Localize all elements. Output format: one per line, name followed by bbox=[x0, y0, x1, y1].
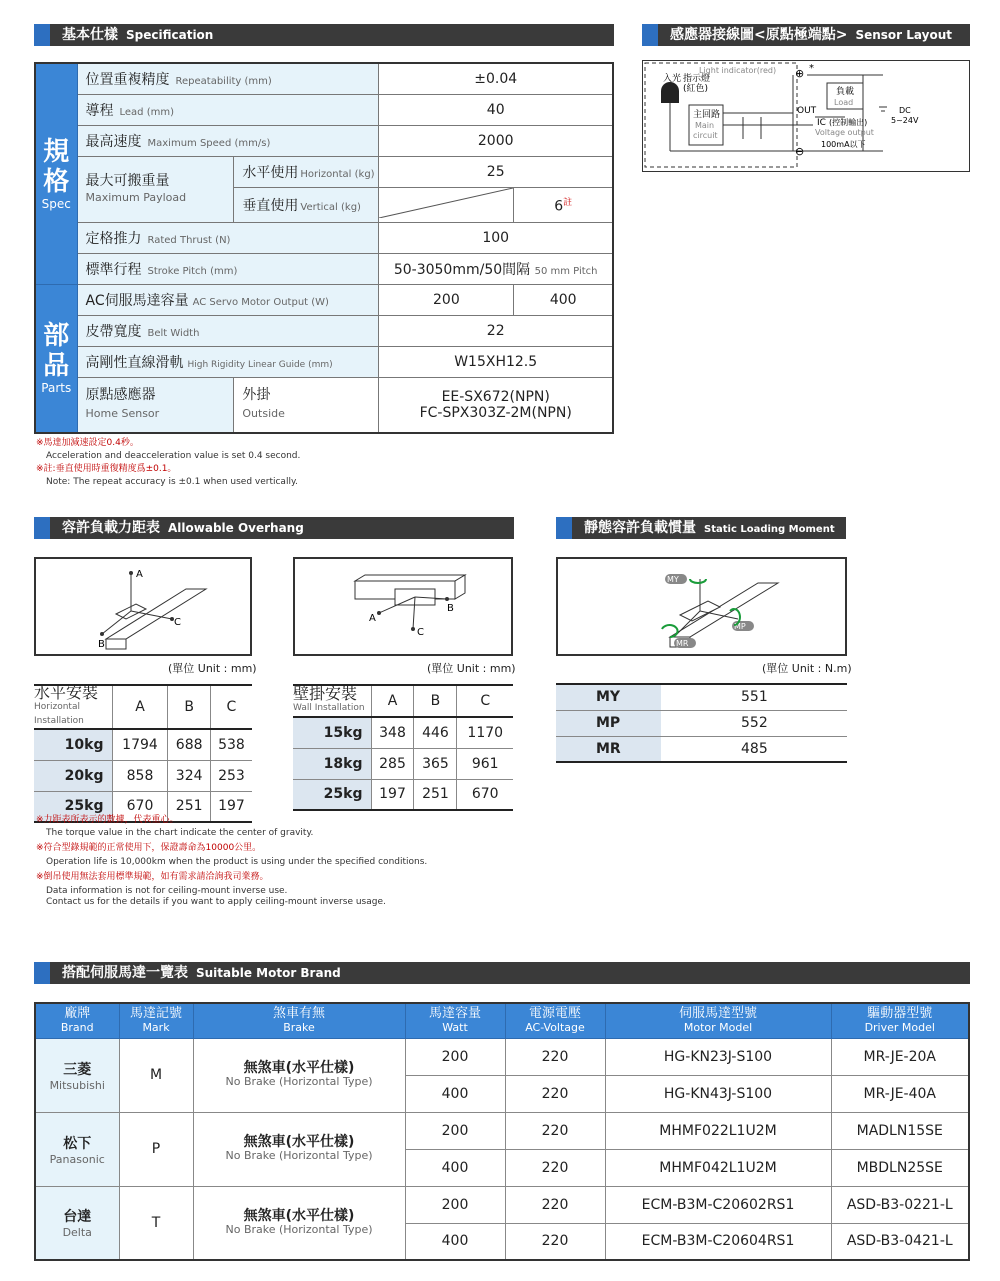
svg-text:IC: IC bbox=[817, 118, 826, 128]
parts-group-label: 部 品 Parts bbox=[35, 284, 77, 433]
svg-text:⊕: ⊕ bbox=[795, 67, 805, 80]
moment-table bbox=[556, 683, 847, 763]
svg-text:MR: MR bbox=[676, 639, 689, 648]
note: Data information is not for ceiling-mount inverse use. bbox=[46, 886, 288, 896]
table-cell: 20kg bbox=[34, 760, 112, 791]
spec-row bbox=[35, 94, 613, 125]
table-cell: MR-JE-40A bbox=[831, 1075, 969, 1112]
spec-row bbox=[35, 63, 613, 94]
svg-text:Light indicator(red): Light indicator(red) bbox=[699, 66, 777, 75]
table-cell: HG-KN23J-S100 bbox=[605, 1038, 831, 1075]
table-cell: 551 bbox=[661, 684, 847, 710]
table-cell: B bbox=[168, 685, 210, 729]
table-cell: $6^註$ bbox=[514, 187, 613, 222]
table-cell: 18kg bbox=[293, 748, 371, 779]
svg-text:Voltage output: Voltage output bbox=[815, 128, 874, 137]
table-row bbox=[556, 736, 847, 762]
table-cell: T bbox=[119, 1186, 193, 1260]
table-cell: 670 bbox=[112, 791, 168, 822]
svg-text:主回路: 主回路 bbox=[693, 110, 721, 120]
table-cell: 外掛 Outside bbox=[234, 377, 379, 433]
table-cell: 285 bbox=[371, 748, 414, 779]
unit-label: (單位 Unit : N.m) bbox=[762, 662, 852, 675]
table-cell: 220 bbox=[505, 1186, 605, 1223]
table-row bbox=[34, 729, 252, 760]
svg-text:Load: Load bbox=[834, 98, 854, 107]
table-cell: 100 bbox=[379, 222, 613, 253]
table-cell: 2000 bbox=[379, 125, 613, 156]
table-cell: 200 bbox=[405, 1186, 505, 1223]
table-cell: 251 bbox=[414, 779, 457, 810]
table-cell: A bbox=[112, 685, 168, 729]
table-cell: 858 bbox=[112, 760, 168, 791]
table-row bbox=[35, 1038, 969, 1075]
table-cell: 驅動器型號 Driver Model bbox=[831, 1003, 969, 1038]
table-cell: 961 bbox=[457, 748, 513, 779]
table-cell: C bbox=[457, 685, 513, 717]
table-cell: 400 bbox=[405, 1149, 505, 1186]
table-cell: 定格推力 Rated Thrust (N) bbox=[77, 222, 379, 253]
table-row bbox=[35, 1186, 969, 1223]
spec-row bbox=[35, 125, 613, 156]
table-cell: MADLN15SE bbox=[831, 1112, 969, 1149]
note: ※倒吊使用無法套用標準規範，如有需求請洽詢我司業務。 bbox=[36, 872, 269, 882]
table-cell: 670 bbox=[457, 779, 513, 810]
table-row bbox=[293, 779, 513, 810]
note: ※註:垂直使用時重復精度爲±0.1。 bbox=[36, 464, 177, 474]
table-cell: AC伺服馬達容量 AC Servo Motor Output (W) bbox=[77, 284, 379, 315]
spec-header: 基本仕樣 Specification bbox=[34, 24, 614, 46]
table-cell: B bbox=[414, 685, 457, 717]
table-row bbox=[293, 717, 513, 748]
svg-text:(紅色): (紅色) bbox=[683, 84, 709, 94]
table-cell: M bbox=[119, 1038, 193, 1112]
table-cell: 365 bbox=[414, 748, 457, 779]
table-cell: 松下 Panasonic bbox=[35, 1112, 119, 1186]
svg-text:MY: MY bbox=[667, 575, 679, 584]
table-cell: 197 bbox=[371, 779, 414, 810]
table-cell: 25 bbox=[379, 156, 613, 187]
svg-text:⊖: ⊖ bbox=[795, 145, 805, 158]
svg-text:A: A bbox=[369, 613, 376, 624]
note: Acceleration and deacceleration value is set 0.4 second. bbox=[46, 451, 301, 461]
svg-text:負載: 負載 bbox=[836, 87, 855, 97]
table-cell: 552 bbox=[661, 710, 847, 736]
table-cell: ASD-B3-0421-L bbox=[831, 1223, 969, 1260]
svg-text:C: C bbox=[417, 627, 424, 638]
table-cell: P bbox=[119, 1112, 193, 1186]
table-cell: 1794 bbox=[112, 729, 168, 760]
table-cell: EE-SX672(NPN) FC-SPX303Z-2M(NPN) bbox=[379, 377, 613, 433]
diagonal-cell bbox=[379, 187, 514, 222]
table-row bbox=[34, 760, 252, 791]
svg-text:DC: DC bbox=[899, 106, 911, 115]
table-cell: 皮帶寬度 Belt Width bbox=[77, 315, 379, 346]
table-cell: 水平安裝 Horizontal Installation bbox=[34, 685, 112, 729]
table-cell: 220 bbox=[505, 1075, 605, 1112]
table-cell: 400 bbox=[405, 1075, 505, 1112]
table-cell: ECM-B3M-C20604RS1 bbox=[605, 1223, 831, 1260]
table-cell: 1170 bbox=[457, 717, 513, 748]
svg-text:100mA以下: 100mA以下 bbox=[821, 140, 866, 149]
overhang-header: 容許負載力距表 Allowable Overhang bbox=[34, 517, 514, 539]
sensor-wiring-svg bbox=[643, 61, 969, 171]
svg-text:5~24V: 5~24V bbox=[891, 116, 919, 125]
table-cell: 200 bbox=[405, 1112, 505, 1149]
table-cell: 220 bbox=[505, 1149, 605, 1186]
table-cell: W15XH12.5 bbox=[379, 346, 613, 377]
svg-text:A: A bbox=[136, 569, 143, 580]
spec-row bbox=[35, 222, 613, 253]
table-cell: 標準行程 Stroke Pitch (mm) bbox=[77, 253, 379, 284]
table-cell: 253 bbox=[210, 760, 252, 791]
svg-text:OUT: OUT bbox=[797, 106, 817, 116]
table-cell: 無煞車(水平仕樣) No Brake (Horizontal Type) bbox=[193, 1038, 405, 1112]
table-cell: 伺服馬達型號 Motor Model bbox=[605, 1003, 831, 1038]
table-cell: MY bbox=[556, 684, 661, 710]
table-cell: 324 bbox=[168, 760, 210, 791]
sensor-header: 感應器接線圖<原點極端點> Sensor Layout bbox=[642, 24, 970, 46]
spec-row bbox=[35, 284, 613, 315]
wall-table bbox=[293, 684, 513, 811]
table-cell: 最大可搬重量 Maximum Payload bbox=[77, 156, 234, 222]
table-cell: A bbox=[371, 685, 414, 717]
svg-text:B: B bbox=[98, 639, 105, 650]
horizontal-diagram bbox=[34, 557, 252, 656]
table-cell: 位置重複精度 Repeatability (mm) bbox=[77, 63, 379, 94]
led-icon bbox=[661, 82, 679, 103]
table-cell: 485 bbox=[661, 736, 847, 762]
svg-text:Main: Main bbox=[695, 121, 715, 130]
table-cell: 538 bbox=[210, 729, 252, 760]
note: Note: The repeat accuracy is ±0.1 when used vertically. bbox=[46, 477, 298, 487]
svg-text:B: B bbox=[447, 603, 454, 614]
table-cell: 廠牌 Brand bbox=[35, 1003, 119, 1038]
table-cell: MR bbox=[556, 736, 661, 762]
note: ※馬達加減速設定0.4秒。 bbox=[36, 438, 139, 448]
table-cell: 馬達容量 Watt bbox=[405, 1003, 505, 1038]
table-row bbox=[35, 1112, 969, 1149]
table-cell: ASD-B3-0221-L bbox=[831, 1186, 969, 1223]
table-cell: 400 bbox=[405, 1223, 505, 1260]
svg-text:C: C bbox=[174, 617, 181, 628]
table-cell: 台達 Delta bbox=[35, 1186, 119, 1260]
spec-row bbox=[35, 377, 613, 433]
note: The torque value in the chart indicate the center of gravity. bbox=[46, 828, 314, 838]
table-cell: 50-3050mm/50間隔 50 mm Pitch bbox=[379, 253, 613, 284]
table-cell: 三菱 Mitsubishi bbox=[35, 1038, 119, 1112]
table-cell: 22 bbox=[379, 315, 613, 346]
unit-label: (單位 Unit : mm) bbox=[427, 662, 516, 675]
table-row bbox=[556, 684, 847, 710]
note: Contact us for the details if you want to apply ceiling-mount inverse usage. bbox=[46, 897, 386, 907]
sensor-diagram bbox=[642, 60, 970, 172]
moment-diagram bbox=[556, 557, 847, 656]
spec-group-label: 規 格 Spec bbox=[35, 63, 77, 284]
table-cell: MHMF042L1U2M bbox=[605, 1149, 831, 1186]
table-cell: 197 bbox=[210, 791, 252, 822]
svg-text:(控制輸出): (控制輸出) bbox=[829, 118, 868, 127]
spec-row bbox=[35, 156, 613, 187]
table-cell: 200 bbox=[379, 284, 514, 315]
horizontal-table bbox=[34, 684, 252, 823]
table-cell: 25kg bbox=[34, 791, 112, 822]
table-cell: 導程 Lead (mm) bbox=[77, 94, 379, 125]
motor-table bbox=[34, 1002, 970, 1261]
table-cell: MP bbox=[556, 710, 661, 736]
table-cell: MBDLN25SE bbox=[831, 1149, 969, 1186]
table-cell: 電源電壓 AC-Voltage bbox=[505, 1003, 605, 1038]
unit-label: (單位 Unit : mm) bbox=[168, 662, 257, 675]
spec-row bbox=[35, 346, 613, 377]
table-cell: 40 bbox=[379, 94, 613, 125]
note: ※力距表所表示的數據，代表重心。 bbox=[36, 815, 179, 825]
table-row bbox=[556, 710, 847, 736]
svg-text:*: * bbox=[809, 63, 814, 74]
note: Operation life is 10,000km when the product is using under the specified conditions. bbox=[46, 857, 428, 867]
table-cell: 348 bbox=[371, 717, 414, 748]
table-cell: 水平使用 Horizontal (kg) bbox=[234, 156, 379, 187]
table-cell: 原點感應器 Home Sensor bbox=[77, 377, 234, 433]
table-cell: 垂直使用 Vertical (kg) bbox=[234, 187, 379, 222]
svg-text:入光: 入光 bbox=[663, 74, 682, 84]
table-cell: 446 bbox=[414, 717, 457, 748]
table-cell: 高剛性直線滑軌 High Rigidity Linear Guide (mm) bbox=[77, 346, 379, 377]
table-cell: 400 bbox=[514, 284, 613, 315]
table-cell: 無煞車(水平仕樣) No Brake (Horizontal Type) bbox=[193, 1112, 405, 1186]
svg-text:指示燈: 指示燈 bbox=[683, 74, 711, 84]
moment-header: 靜態容許負載慣量 Static Loading Moment bbox=[556, 517, 846, 539]
table-cell: 無煞車(水平仕樣) No Brake (Horizontal Type) bbox=[193, 1186, 405, 1260]
table-cell: ±0.04 bbox=[379, 63, 613, 94]
motor-header: 搭配伺服馬達一覽表 Suitable Motor Brand bbox=[34, 962, 970, 984]
table-cell: MHMF022L1U2M bbox=[605, 1112, 831, 1149]
svg-text:MP: MP bbox=[734, 622, 746, 631]
table-cell: 688 bbox=[168, 729, 210, 760]
table-cell: 馬達記號 Mark bbox=[119, 1003, 193, 1038]
table-cell: 15kg bbox=[293, 717, 371, 748]
table-cell: 220 bbox=[505, 1038, 605, 1075]
table-row bbox=[293, 748, 513, 779]
table-cell: HG-KN43J-S100 bbox=[605, 1075, 831, 1112]
table-cell: 煞車有無 Brake bbox=[193, 1003, 405, 1038]
table-cell: 最高速度 Maximum Speed (mm/s) bbox=[77, 125, 379, 156]
table-cell: 220 bbox=[505, 1112, 605, 1149]
table-cell: 200 bbox=[405, 1038, 505, 1075]
wall-diagram bbox=[293, 557, 513, 656]
table-cell: ECM-B3M-C20602RS1 bbox=[605, 1186, 831, 1223]
svg-text:circuit: circuit bbox=[693, 131, 718, 140]
spec-row bbox=[35, 315, 613, 346]
table-cell: C bbox=[210, 685, 252, 729]
table-cell: 25kg bbox=[293, 779, 371, 810]
spec-row bbox=[35, 253, 613, 284]
note: ※符合型錄規範的正常使用下，保證壽命為10000公里。 bbox=[36, 843, 262, 853]
spec-table bbox=[34, 62, 614, 434]
table-cell: MR-JE-20A bbox=[831, 1038, 969, 1075]
table-cell: 251 bbox=[168, 791, 210, 822]
table-cell: 220 bbox=[505, 1223, 605, 1260]
table-cell: 10kg bbox=[34, 729, 112, 760]
table-cell: 壁掛安裝 Wall Installation bbox=[293, 685, 371, 717]
